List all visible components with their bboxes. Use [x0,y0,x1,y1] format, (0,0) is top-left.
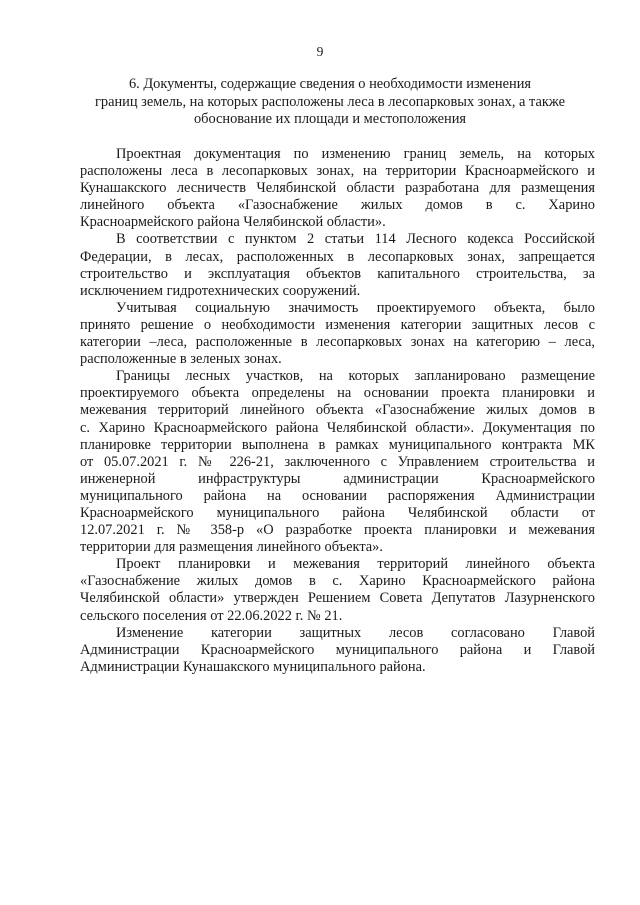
page-number: 9 [316,44,324,59]
paragraph-line: межевания территорий линейного объекта «Газоснабжение жилых домов в [80,402,595,419]
paragraph-line: линейного объекта «Газоснабжение жилых домов в с. Харино [80,197,595,214]
paragraph-line: В соответствии с пунктом 2 статьи 114 Лесного кодекса Российской [116,231,595,248]
body-text [80,146,595,676]
paragraph-line: строительство и эксплуатация объектов капитального строительства, за [80,265,595,282]
paragraph-line: расположены леса в лесопарковых зонах, на территории Красноармейского и [80,163,595,180]
paragraph-line: 12.07.2021 г. № 358-р «О разработке проекта планировки и межевания [80,522,595,539]
paragraph [80,146,595,231]
paragraph-line: Федерации, в лесах, расположенных в лесопарковых зонах, запрещается [80,248,595,265]
paragraph-line: Проект планировки и межевания территорий линейного объекта [116,556,595,573]
heading-line: 6. Документы, содержащие сведения о необходимости изменения [128,76,532,92]
paragraph-line: Администрации Кунашакского муниципального района. [80,658,426,675]
paragraph-line: исключением гидротехнических сооружений. [80,282,361,299]
paragraph [80,556,595,624]
paragraph-line: Красноармейского муниципального района Челябинской области от [80,504,595,521]
paragraph-line: «Газоснабжение жилых домов в с. Харино Красноармейского района [80,573,595,590]
section-heading [70,76,590,129]
paragraph-line: принято решение о необходимости изменения категории защитных лесов с [80,316,595,333]
paragraph-line: категории –леса, расположенные в лесопарковых зонах на категорию – леса, [80,334,595,351]
heading-line: обоснование их площади и местоположения [193,111,467,127]
paragraph-line: Проектная документация по изменению границ земель, на которых [116,146,595,162]
paragraph-line: с. Харино Красноармейского района Челябинской области». Документация по [80,419,595,436]
paragraph-line: Изменение категории защитных лесов согласовано Главой [116,624,595,641]
paragraph-line: сельского поселения от 22.06.2022 г. № 21. [80,607,343,624]
paragraph-line: планировке территории выполнена в рамках муниципального контракта МК [80,436,595,453]
paragraph [80,231,595,299]
paragraph [80,368,595,556]
paragraph-line: Челябинской области» утвержден Решением Совета Депутатов Лазурненского [80,590,595,607]
paragraph-line: территории для размещения линейного объекта». [80,539,383,556]
paragraph-line: от 05.07.2021 г. № 226-21, заключенного с Управлением строительства и [80,453,595,470]
paragraph-line: муниципального района на основании распоряжения Администрации [80,487,595,504]
heading-line: границ земель, на которых расположены леса в лесопарковых зонах, а также [94,93,565,110]
paragraph-line: инженерной инфраструктуры администрации Красноармейского [80,470,595,487]
paragraph-line: Учитывая социальную значимость проектируемого объекта, было [116,299,595,316]
paragraph [80,300,595,368]
paragraph-line: Администрации Красноармейского муниципального района и Главой [80,641,595,658]
paragraph-line: расположенные в зеленых зонах. [80,351,282,368]
paragraph-line: Кунашакского лесничеств Челябинской области разработана для размещения [80,180,595,197]
paragraph-line: проектируемого объекта определены на основании проекта планировки и [80,385,595,402]
paragraph [80,625,595,676]
paragraph-line: Границы лесных участков, на которых запланировано размещение [116,368,595,385]
paragraph-line: Красноармейского района Челябинской области». [80,214,386,231]
